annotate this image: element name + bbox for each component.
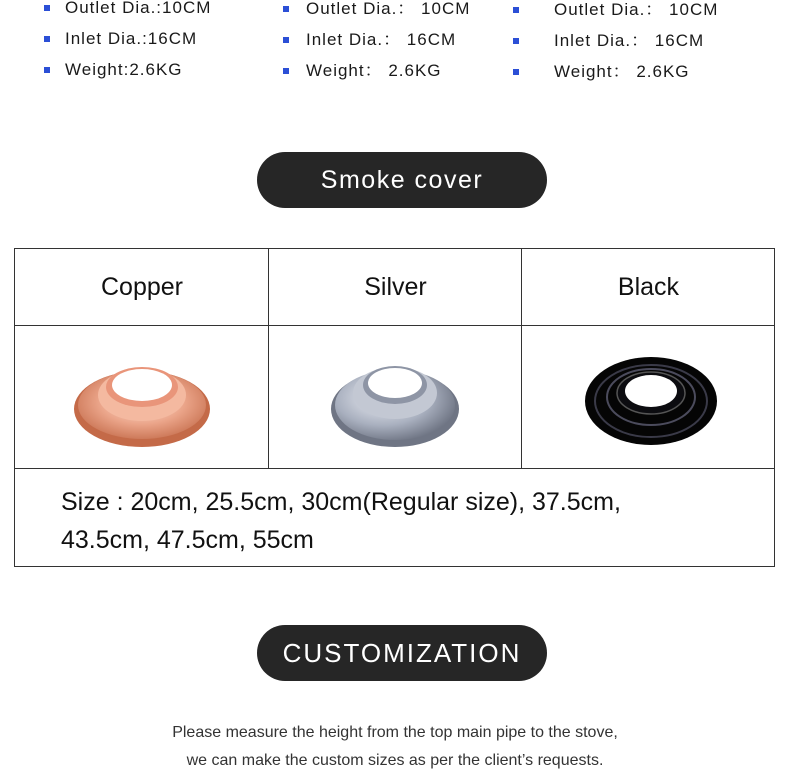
bullet-icon [283, 37, 289, 43]
bullet-icon [513, 69, 519, 75]
divider [15, 325, 774, 326]
custom-note-line-1: Please measure the height from the top main pipe to the stove, [172, 724, 618, 741]
silver-smoke-cover-image [269, 327, 521, 469]
size-info [61, 483, 741, 559]
bullet-icon [283, 68, 289, 74]
bullet-icon [44, 36, 50, 42]
product-table [14, 248, 775, 567]
header-copper: Copper [101, 273, 183, 301]
section-title-smoke-cover: Smoke cover [257, 152, 547, 208]
size-line-1: Size : 20cm, 25.5cm, 30cm(Regular size), 37.5cm, [61, 488, 621, 516]
section-title-customization: CUSTOMIZATION [257, 625, 547, 681]
header-silver: Silver [364, 273, 427, 301]
bullet-icon [44, 5, 50, 11]
bullet-icon [513, 7, 519, 13]
size-line-2: 43.5cm, 47.5cm, 55cm [61, 526, 314, 554]
bullet-icon [44, 67, 50, 73]
bullet-icon [513, 38, 519, 44]
black-smoke-cover-image [522, 327, 775, 469]
header-black: Black [617, 273, 680, 301]
bullet-icon [283, 6, 289, 12]
spec-lists: Outlet Dia.:10CM Inlet Dia.:16CM Weight:2.6KG Outlet Dia.： 10CM Inlet Dia.： 16CM Weight： 2.6KG Outlet Dia.： 10CM Inlet Dia.： 16CM Weight： 2.6KG [0, 0, 790, 90]
copper-smoke-cover-image [15, 327, 268, 469]
custom-note-line-2: we can make the custom sizes as per the client’s requests. [186, 752, 604, 769]
